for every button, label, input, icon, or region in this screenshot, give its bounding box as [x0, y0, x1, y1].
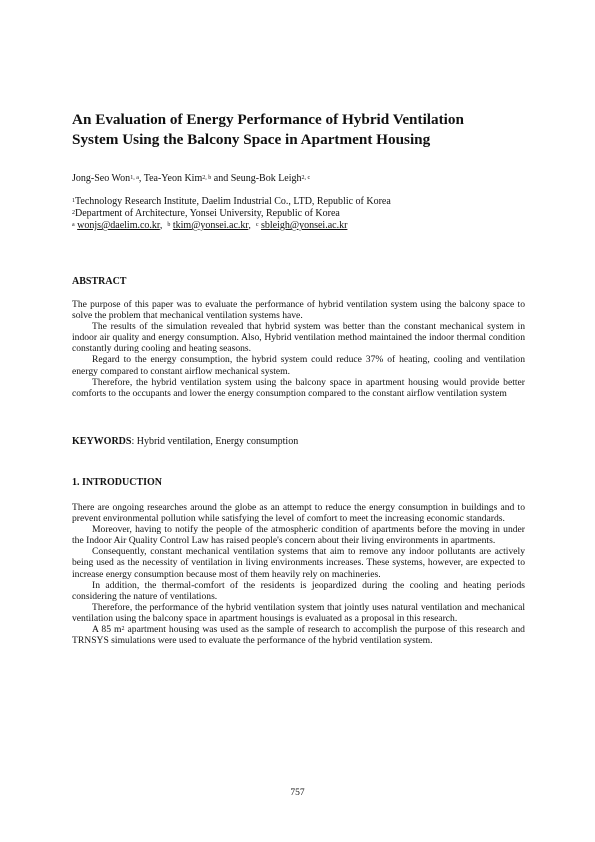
affiliation-text: Technology Research Institute, Daelim Industrial Co., LTD, Republic of Korea [75, 196, 391, 207]
abstract-body [72, 299, 525, 399]
affiliation-1 [72, 196, 391, 208]
email-marker: b [167, 222, 171, 228]
email-link[interactable]: wonjs@daelim.co.kr [77, 220, 160, 231]
author-list: Jong-Seo Won$^{1, a}$, Tea-Yeon Kim$^{2, b}$ and Seung-Bok Leigh$^{2, c}$ [72, 173, 311, 184]
author-name: Jong-Seo Won [72, 173, 131, 184]
abstract-paragraph: The results of the simulation revealed that hybrid system was better than the constant mechanical system in indoor air quality and energy consumption. Also, Hybrid ventilation method maintained the indoor thermal condition constantly during cooling and heating seasons. [72, 321, 525, 355]
intro-text: A 85 m [92, 624, 122, 636]
affiliation-text: Department of Architecture, Yonsei University, Republic of Korea [75, 208, 340, 219]
intro-paragraph: Consequently, constant mechanical ventilation systems that aim to remove any indoor pollutants are actively being used as the necessity of ventilation in living environments increases. These systems, however, are expected to increase energy consumption because most of them heavily rely on machineries. [72, 546, 525, 580]
author-affil-marker: 2, c [301, 175, 311, 181]
affil-marker: 1 [72, 198, 75, 204]
introduction-heading: 1. INTRODUCTION [72, 477, 163, 488]
email-line: $^a$ wonjs@daelim.co.kr, $^b$ tkim@yonsei.ac.kr, $^c$ sbleigh@yonsei.ac.kr [72, 220, 348, 231]
keywords-text: : Hybrid ventilation, Energy consumption [131, 436, 299, 447]
affiliation-2 [72, 208, 391, 220]
keywords-line [72, 436, 298, 447]
abstract-paragraph: Therefore, the hybrid ventilation system using the balcony space in apartment housing would provide better comforts to the occupants and lower the energy consumption compared to the constant airflow ventilation system [72, 376, 525, 399]
page-number: 757 [290, 788, 305, 798]
email-link[interactable]: sbleigh@yonsei.ac.kr [261, 220, 348, 231]
unit-superscript: 2 [121, 626, 125, 633]
title-line-2: System Using the Balcony Space in Apartment Housing [72, 131, 431, 148]
author-affil-marker: 1, a [130, 175, 139, 181]
author-conjunction: and [213, 173, 229, 184]
title-line-1: An Evaluation of Energy Performance of Hybrid Ventilation [72, 111, 464, 128]
email-link[interactable]: tkim@yonsei.ac.kr [172, 220, 249, 231]
abstract-paragraph: The purpose of this paper was to evaluate the performance of hybrid ventilation system using the balcony space to solve the problem that mechanical ventilation systems have. [72, 299, 525, 322]
intro-paragraph: Therefore, the performance of the hybrid ventilation system that jointly uses natural ventilation and mechanical ventilation using the balcony space in apartment housings is evaluated as a proposal in this research. [72, 601, 525, 624]
paper-title [72, 110, 532, 150]
intro-paragraph: Moreover, having to notify the people of the atmospheric condition of apartments before the moving in under the Indoor Air Quality Control Law has raised people's concern about their living environments in apartments. [72, 524, 525, 547]
intro-paragraph: There are ongoing researches around the globe as an attempt to reduce the energy consumption in buildings and to prevent environmental pollution while satisfying the level of comfort to meet the increasing economic standards. [72, 502, 525, 525]
keywords-label: KEYWORDS [72, 436, 132, 447]
introduction-body [72, 502, 525, 646]
author-affil-marker: 2, b [202, 175, 212, 181]
affil-marker: 2 [72, 210, 75, 216]
email-marker: c [255, 222, 259, 228]
author-name: Seung-Bok Leigh [230, 173, 302, 184]
author-name: Tea-Yeon Kim [143, 173, 203, 184]
intro-text: apartment housing was used as the sample of research to accomplish the purpose of this research and TRNSYS simulations were used to evaluate the performance of the hybrid ventilation system. [72, 624, 525, 647]
abstract-paragraph: Regard to the energy consumption, the hybrid system could reduce 37% of heating, cooling and ventilation energy compared to constant airflow mechanical system. [72, 354, 525, 377]
affiliations [72, 196, 391, 232]
abstract-heading: ABSTRACT [72, 276, 127, 287]
intro-paragraph [72, 624, 525, 646]
email-marker: a [72, 222, 75, 228]
intro-paragraph: In addition, the thermal-comfort of the residents is jeopardized during the cooling and heating periods considering the nature of ventilations. [72, 579, 525, 602]
